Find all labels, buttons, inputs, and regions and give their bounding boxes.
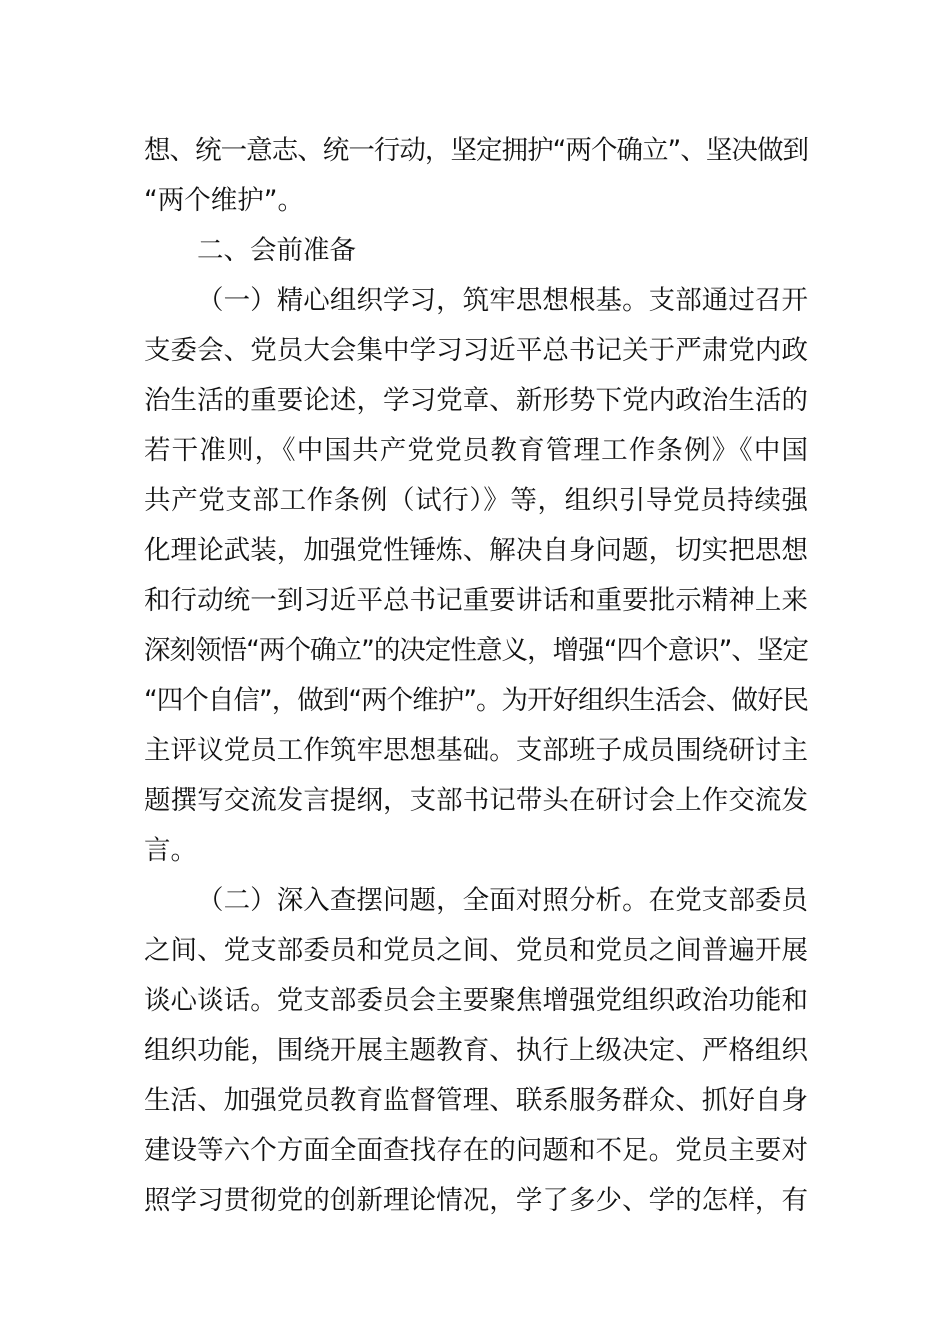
text-line: 二、会前准备: [197, 235, 356, 266]
text-line: 想、统一意志、统一行动，坚定拥护“两个确立”、坚决做到: [144, 135, 808, 166]
text-line: 照学习贯彻党的创新理论情况，学了多少、学的怎样，有: [144, 1185, 808, 1216]
text-line: 谈心谈话。党支部委员会主要聚焦增强党组织政治功能和: [144, 985, 808, 1016]
text-line: 题撰写交流发言提纲，支部书记带头在研讨会上作交流发: [144, 785, 808, 816]
text-line: 深刻领悟“两个确立”的决定性意义，增强“四个意识”、坚定: [144, 635, 808, 666]
text-line: （一）精心组织学习，筑牢思想根基。支部通过召开: [197, 285, 808, 316]
body-text: [144, 126, 808, 1226]
text-line: 化理论武装，加强党性锤炼、解决自身问题，切实把思想: [144, 535, 808, 566]
text-line: “两个维护”。: [144, 185, 304, 216]
text-line: 若干准则，《中国共产党党员教育管理工作条例》《中国: [144, 435, 808, 466]
text-line: 组织功能，围绕开展主题教育、执行上级决定、严格组织: [144, 1035, 808, 1066]
text-line: 主评议党员工作筑牢思想基础。支部班子成员围绕研讨主: [144, 735, 808, 766]
text-line: 共产党支部工作条例（试行）》等，组织引导党员持续强: [144, 485, 808, 516]
text-line: 言。: [144, 835, 197, 866]
text-line: “四个自信”，做到“两个维护”。为开好组织生活会、做好民: [144, 685, 808, 716]
text-line: 建设等六个方面全面查找存在的问题和不足。党员主要对: [144, 1135, 808, 1166]
text-line: （二）深入查摆问题，全面对照分析。在党支部委员: [197, 885, 808, 916]
text-line: 和行动统一到习近平总书记重要讲话和重要批示精神上来: [144, 585, 808, 616]
text-line: 支委会、党员大会集中学习习近平总书记关于严肃党内政: [144, 335, 808, 366]
text-line: 生活、加强党员教育监督管理、联系服务群众、抓好自身: [144, 1085, 808, 1116]
text-line: 之间、党支部委员和党员之间、党员和党员之间普遍开展: [144, 935, 808, 966]
text-line: 治生活的重要论述，学习党章、新形势下党内政治生活的: [144, 385, 808, 416]
